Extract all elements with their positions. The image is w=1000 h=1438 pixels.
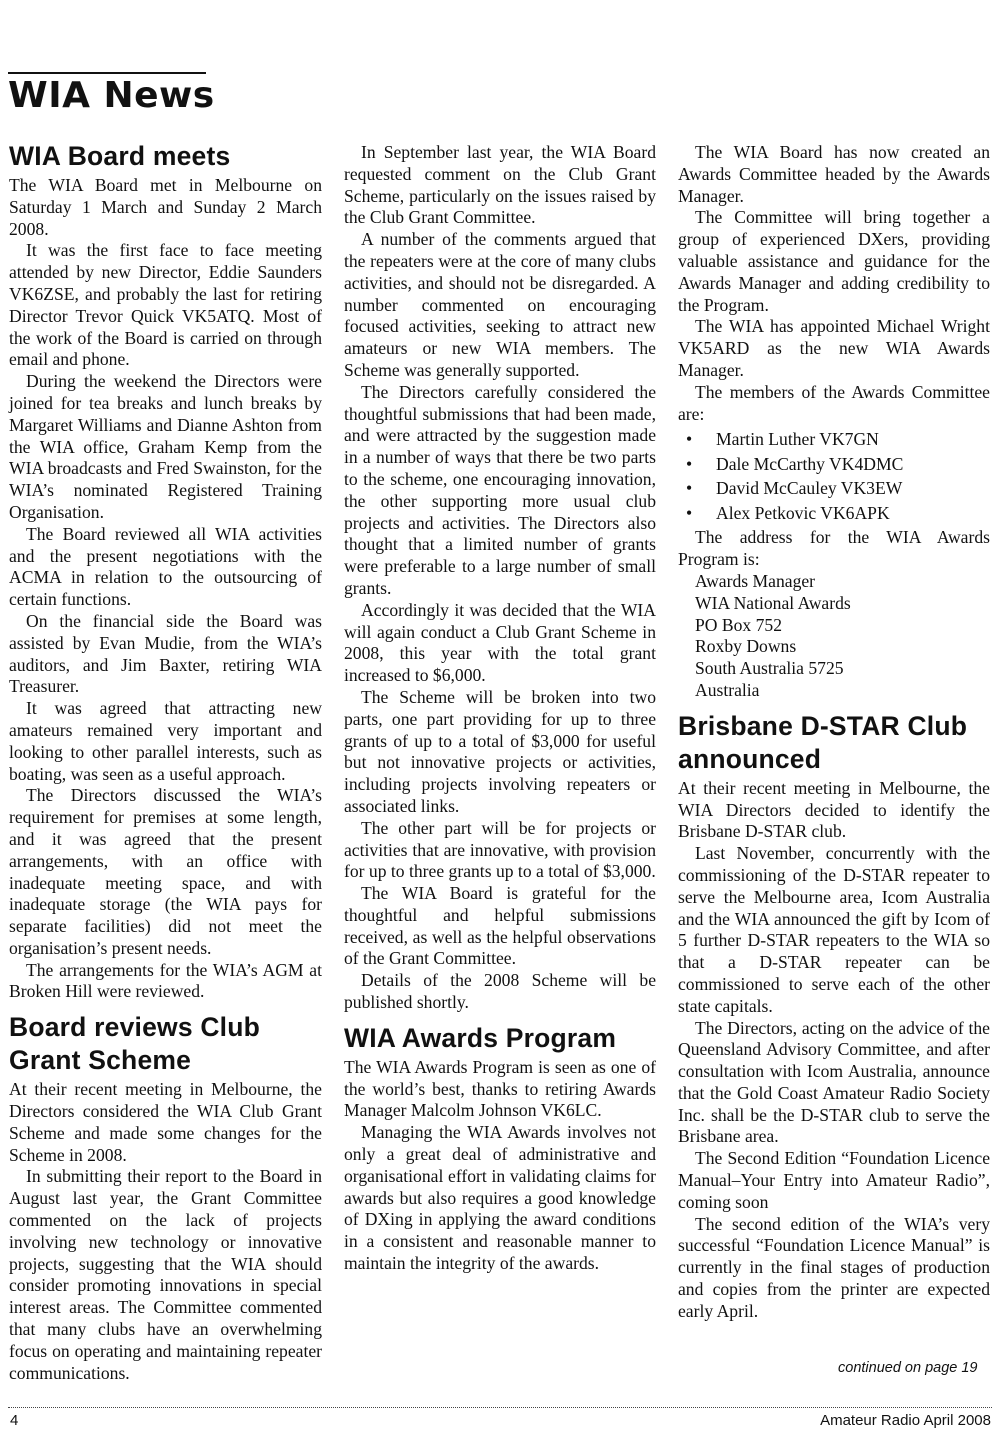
paragraph: At their recent meeting in Melbourne, the Directors considered the WIA Club Grant Scheme and made some changes for the Scheme in 2008. bbox=[9, 1079, 322, 1165]
paragraph: The WIA Board has now created an Awards Committee headed by the Awards Manager. bbox=[678, 142, 990, 206]
paragraph: The WIA Board is grateful for the thoughtful and helpful submissions received, as well as the helpful observations of the Grant Committee. bbox=[344, 883, 656, 969]
paragraph: Last November, concurrently with the commissioning of the D-STAR repeater to serve the Melbourne area, Icom Australia and the WIA announced the gift by Icom of 5 further D-STAR repeaters to the WIA so that a D-STAR repeater can be commissioned to serve each of the other state capitals. bbox=[678, 843, 990, 1016]
paragraph: The Directors carefully considered the thoughtful submissions that had been made, and were attracted by the suggestion made in a number of ways that there be two parts to the scheme, one encouraging innovation, the other supporting more usual club projects and activities. The Directors also thought that a limited number of grants were preferable to a large number of small grants. bbox=[344, 381, 656, 598]
paragraph: The address for the WIA Awards Program is: bbox=[678, 527, 990, 570]
section-masthead: WIA News bbox=[8, 75, 215, 116]
committee-members-list bbox=[678, 427, 990, 525]
paragraph: At their recent meeting in Melbourne, the WIA Directors decided to identify the Brisbane D-STAR club. bbox=[678, 777, 990, 842]
address-line: South Australia 5725 bbox=[695, 658, 844, 679]
paragraph: The other part will be for projects or activities that are innovative, with provision for up to three grants up to a total of $3,000. bbox=[344, 817, 656, 882]
issue-label: Amateur Radio April 2008 bbox=[820, 1412, 991, 1429]
column-1 bbox=[9, 140, 322, 1384]
paragraph: In submitting their report to the Board in August last year, the Grant Committee commented on the lack of projects involving new technology or innovative projects, suggesting that the WIA should consider promoting innovations in special interest areas. The Committee commented that many clubs have an overwhelming focus on operating and maintaining repeater communications. bbox=[9, 1166, 322, 1383]
masthead-rule bbox=[8, 72, 206, 74]
paragraph: The Scheme will be broken into two parts, one part providing for up to three grants of up to a total of $3,000 for useful but not innovative projects or activities, including projects involving repeaters or associated links. bbox=[344, 686, 656, 816]
postal-address bbox=[695, 571, 990, 702]
heading-brisbane-dstar-club: Brisbane D-STAR Club announced bbox=[678, 710, 968, 774]
page-number: 4 bbox=[10, 1412, 19, 1429]
paragraph: During the weekend the Directors were joined for tea breaks and lunch breaks by Margaret Williams and Dianne Ashton from the WIA office, Graham Kemp from the WIA broadcasts and Fred Swainston, for the WIA’s nominated Registered Training Organisation. bbox=[9, 371, 322, 522]
paragraph: It was agreed that attracting new amateurs remained very important and looking to other parallel interests, such as boating, was seen as a useful approach. bbox=[9, 698, 322, 784]
paragraph: The Second Edition “Foundation Licence Manual–Your Entry into Amateur Radio”, coming soon bbox=[678, 1148, 990, 1212]
paragraph: Details of the 2008 Scheme will be published shortly. bbox=[344, 970, 656, 1013]
list-item: • Dale McCarthy VK4DMC bbox=[678, 452, 990, 477]
paragraph: The WIA Board met in Melbourne on Saturday 1 March and Sunday 2 March 2008. bbox=[9, 175, 322, 239]
address-line: WIA National Awards bbox=[695, 592, 851, 613]
heading-wia-board-meets: WIA Board meets bbox=[9, 141, 231, 171]
address-line: Awards Manager bbox=[695, 570, 816, 591]
address-line: Roxby Downs bbox=[695, 636, 797, 657]
paragraph: Managing the WIA Awards involves not only a great deal of administrative and organisational effort in validating claims for awards but also requires a good knowledge of DXing in applying the award conditions in a consistent and reasonable manner to maintain the integrity of the awards. bbox=[344, 1122, 656, 1274]
continued-note: continued on page 19 bbox=[838, 1360, 978, 1376]
column-3 bbox=[678, 142, 990, 1323]
list-item: • Alex Petkovic VK6APK bbox=[678, 501, 990, 526]
list-item: • David McCauley VK3EW bbox=[678, 476, 990, 501]
paragraph: The second edition of the WIA’s very successful “Foundation Licence Manual” is currently in the final stages of production and copies from the printer are expected early April. bbox=[678, 1213, 990, 1321]
paragraph: The Board reviewed all WIA activities and the present negotiations with the ACMA in relation to the outsourcing of certain functions. bbox=[9, 523, 322, 610]
address-line: PO Box 752 bbox=[695, 614, 783, 635]
paragraph: In September last year, the WIA Board requested comment on the Club Grant Scheme, particularly on the issues raised by the Club Grant Committee. bbox=[344, 142, 656, 228]
column-2 bbox=[344, 142, 656, 1275]
heading-club-grant-scheme: Board reviews Club Grant Scheme bbox=[9, 1012, 261, 1076]
paragraph: A number of the comments argued that the repeaters were at the core of many clubs activities, and should not be disregarded. A number commented on encouraging focused activities, seeking to attract new amateurs or new WIA members. The Scheme was generally supported. bbox=[344, 229, 656, 380]
paragraph: The Directors, acting on the advice of the Queensland Advisory Committee, and after consultation with Icom Australia, announce that the Gold Coast Amateur Radio Society Inc. shall be the D-STAR club to serve the Brisbane area. bbox=[678, 1017, 990, 1147]
paragraph: The WIA Awards Program is seen as one of the world’s best, thanks to retiring Awards Manager Malcolm Johnson VK6LC. bbox=[344, 1056, 656, 1121]
heading-wia-awards-program: WIA Awards Program bbox=[344, 1022, 617, 1053]
paragraph: Accordingly it was decided that the WIA will again conduct a Club Grant Scheme in 2008, this year with the total grant increased to $6,000. bbox=[344, 599, 656, 686]
paragraph: The Committee will bring together a group of experienced DXers, providing valuable assistance and guidance for the Awards Manager and adding credibility to the Program. bbox=[678, 207, 990, 315]
paragraph: The arrangements for the WIA’s AGM at Broken Hill were reviewed. bbox=[9, 959, 322, 1002]
footer-rule bbox=[8, 1407, 992, 1408]
address-line: Australia bbox=[695, 679, 760, 700]
paragraph: The Directors discussed the WIA’s requirement for premises at some length, and it was agreed that the present arrangements, with an office with inadequate meeting space, and with inadequate storage (the WIA pays for separate facilities) did not meet the organisation’s present needs. bbox=[9, 785, 322, 958]
paragraph: The WIA has appointed Michael Wright VK5ARD as the new WIA Awards Manager. bbox=[678, 316, 990, 380]
paragraph: It was the first face to face meeting attended by new Director, Eddie Saunders VK6ZSE, and probably the last for retiring Director Trevor Quick VK5ATQ. Most of the work of the Board is carried on through email and phone. bbox=[9, 240, 322, 370]
paragraph: On the financial side the Board was assisted by Evan Mudie, from the WIA’s auditors, and Jim Baxter, retiring WIA Treasurer. bbox=[9, 610, 322, 697]
list-item: • Martin Luther VK7GN bbox=[678, 427, 990, 452]
paragraph: The members of the Awards Committee are: bbox=[678, 381, 990, 424]
